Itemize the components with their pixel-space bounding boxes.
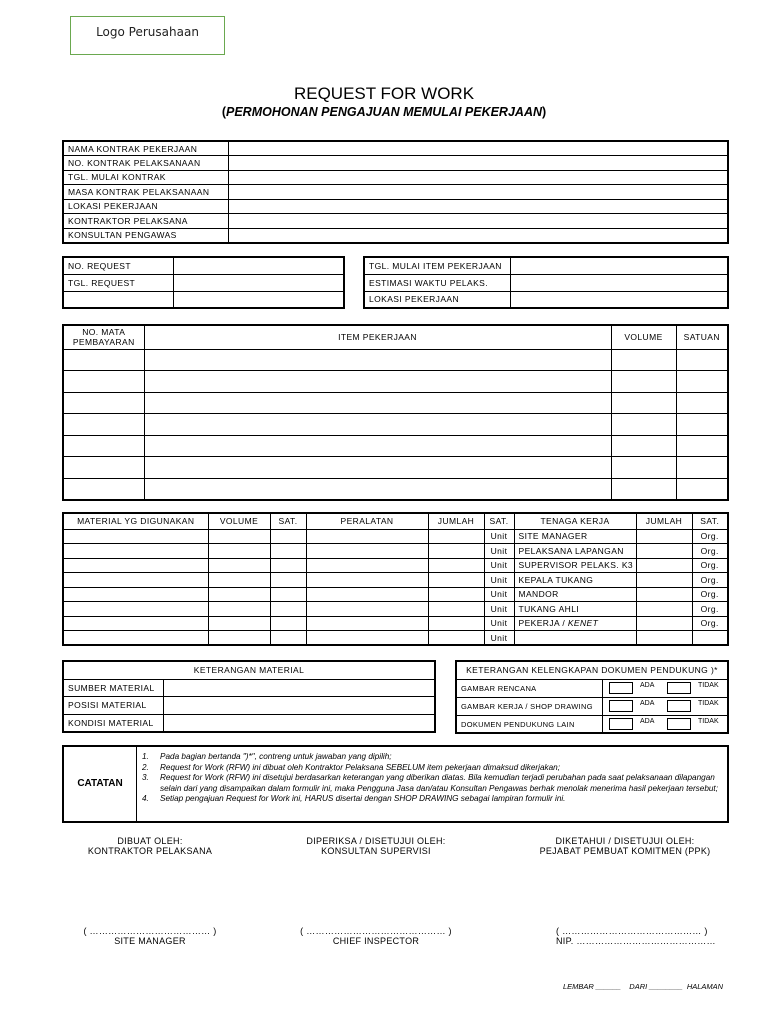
contract-field-value[interactable] [228, 156, 728, 171]
document-label: GAMBAR RENCANA [461, 684, 537, 693]
col-equipment: PERALATAN [306, 513, 428, 529]
table-row [63, 457, 728, 479]
col-unit: SAT. [692, 513, 728, 529]
contract-field-value[interactable] [228, 170, 728, 185]
table-row [63, 558, 728, 573]
worker-role: SUPERVISOR PELAKS. K3 [514, 558, 636, 573]
table-row [63, 631, 728, 646]
form-subtitle: (PERMOHONAN PENGAJUAN MEMULAI PEKERJAAN) [221, 105, 547, 119]
col-labor: TENAGA KERJA [514, 513, 636, 529]
material-note-value[interactable] [163, 697, 435, 715]
material-note-value[interactable] [163, 679, 435, 697]
col-quantity: JUMLAH [428, 513, 484, 529]
schedule-field-label: TGL. MULAI ITEM PEKERJAAN [364, 257, 510, 274]
table-row [63, 478, 728, 500]
material-notes-table [62, 660, 436, 733]
col-material: MATERIAL YG DIGUNAKAN [63, 513, 208, 529]
note-item: 1. Pada bagian bertanda ")*", contreng untuk jawaban yang dipilih; [142, 752, 392, 761]
document-row [457, 679, 727, 698]
supporting-documents-header: KETERANGAN KELENGKAPAN DOKUMEN PENDUKUNG )* [457, 662, 727, 680]
contract-field-label: TGL. MULAI KONTRAK [63, 170, 228, 185]
no-label: TIDAK [698, 682, 719, 689]
schedule-field-label: LOKASI PEKERJAAN [364, 291, 510, 308]
signature-supervisor: DIPERIKSA / DISETUJUI OLEH: KONSULTAN SUPERVISI [306, 836, 446, 856]
contract-field-label: KONSULTAN PENGAWAS [63, 228, 228, 243]
supporting-documents-box [455, 660, 729, 734]
table-row [63, 602, 728, 617]
worker-role: MANDOR [514, 587, 636, 602]
chief-inspector-label: CHIEF INSPECTOR [332, 936, 420, 946]
worker-role: TUKANG AHLI [514, 602, 636, 617]
yes-checkbox[interactable] [609, 700, 633, 712]
nip-label: NIP. ……………………………………… [556, 936, 716, 946]
note-item: 3. Request for Work (RFW) ini disetujui berdasarkan keterangan yang diberikan diatas. Bila kemudian terjadi perubahan pada saat pelaksanaan dilapangan selain dari yang disampaikan dalam formulir ini, maka Pengguna Jasa dan/atau Konsultan Pengawas berhak menolak menerima hasil pekerjaan tersebut; [142, 773, 718, 793]
contract-field-label: NO. KONTRAK PELAKSANAAN [63, 156, 228, 171]
org-label: Org. [692, 558, 728, 573]
note-item: 2. Request for Work (RFW) ini dibuat oleh Kontraktor Pelaksana SEBELUM item pekerjaan dimaksud dikerjakan; [142, 762, 560, 772]
org-label: Org. [692, 616, 728, 631]
material-note-label: POSISI MATERIAL [63, 697, 163, 715]
page-counter: LEMBAR ______ DARI ________ HALAMAN [563, 982, 724, 991]
schedule-field-label: ESTIMASI WAKTU PELAKS. [364, 274, 510, 291]
document-label: GAMBAR KERJA / SHOP DRAWING [461, 702, 593, 711]
contract-field-label: KONTRAKTOR PELAKSANA [63, 214, 228, 229]
signature-line-contractor[interactable]: ( ………………………………… ) SITE MANAGER [60, 926, 240, 946]
org-label: Org. [692, 573, 728, 588]
contract-field-value[interactable] [228, 141, 728, 156]
contract-field-label: MASA KONTRAK PELAKSANAAN [63, 185, 228, 200]
no-checkbox[interactable] [667, 718, 691, 730]
request-field-value[interactable] [173, 291, 344, 308]
no-checkbox[interactable] [667, 700, 691, 712]
notes-box [62, 745, 729, 823]
table-row [63, 529, 728, 544]
table-row [63, 414, 728, 436]
unit-label: Unit [484, 587, 514, 602]
signature-line-supervisor[interactable]: ( ……………………………………… ) CHIEF INSPECTOR [286, 926, 466, 946]
unit-label: Unit [484, 558, 514, 573]
unit-label: Unit [484, 602, 514, 617]
table-row [63, 544, 728, 559]
contract-field-label: LOKASI PEKERJAAN [63, 199, 228, 214]
schedule-field-value[interactable] [510, 257, 728, 274]
table-row [63, 616, 728, 631]
material-notes-header: KETERANGAN MATERIAL [63, 661, 435, 679]
table-row [63, 371, 728, 393]
material-note-value[interactable] [163, 714, 435, 732]
contract-info-table [62, 140, 729, 244]
org-label: Org. [692, 529, 728, 544]
schedule-field-value[interactable] [510, 274, 728, 291]
yes-checkbox[interactable] [609, 682, 633, 694]
site-manager-label: SITE MANAGER [114, 936, 186, 946]
worker-role: PELAKSANA LAPANGAN [514, 544, 636, 559]
no-label: TIDAK [698, 718, 719, 725]
material-note-label: SUMBER MATERIAL [63, 679, 163, 697]
document-row [457, 697, 727, 716]
subtitle-text: PERMOHONAN PENGAJUAN MEMULAI PEKERJAAN [226, 105, 542, 119]
company-logo-placeholder: Logo Perusahaan [70, 16, 225, 55]
signature-ppk: DIKETAHUI / DISETUJUI OLEH: PEJABAT PEMBUAT KOMITMEN (PPK) [539, 836, 711, 856]
contract-field-value[interactable] [228, 214, 728, 229]
col-quantity: JUMLAH [636, 513, 692, 529]
col-unit: SAT. [484, 513, 514, 529]
col-volume: VOLUME [208, 513, 270, 529]
yes-label: ADA [640, 682, 655, 689]
notes-label: CATATAN [64, 747, 137, 821]
org-label: Org. [692, 544, 728, 559]
request-field-label: TGL. REQUEST [63, 274, 173, 291]
contract-field-value[interactable] [228, 185, 728, 200]
worker-role: SITE MANAGER [514, 529, 636, 544]
col-work-item: ITEM PEKERJAAN [144, 325, 611, 349]
notes-list [142, 752, 722, 805]
request-field-label [63, 291, 173, 308]
work-schedule-table [363, 256, 729, 309]
contract-field-label: NAMA KONTRAK PEKERJAAN [63, 141, 228, 156]
col-payment-number: NO. MATA PEMBAYARAN [63, 325, 144, 349]
yes-label: ADA [640, 700, 655, 707]
schedule-field-value[interactable] [510, 291, 728, 308]
request-field-value[interactable] [173, 257, 344, 274]
table-row [63, 587, 728, 602]
work-items-table [62, 324, 729, 501]
unit-label: Unit [484, 631, 514, 646]
col-unit: SATUAN [676, 325, 728, 349]
unit-label: Unit [484, 544, 514, 559]
col-unit: SAT. [270, 513, 306, 529]
table-row [63, 392, 728, 414]
signature-contractor: DIBUAT OLEH: KONTRAKTOR PELAKSANA [87, 836, 213, 856]
worker-role: PEKERJA / KENET [514, 616, 636, 631]
table-row [63, 435, 728, 457]
yes-label: ADA [640, 718, 655, 725]
table-row [63, 349, 728, 371]
table-row [63, 573, 728, 588]
org-label: Org. [692, 602, 728, 617]
no-label: TIDAK [698, 700, 719, 707]
request-info-table [62, 256, 345, 309]
request-field-value[interactable] [173, 274, 344, 291]
signature-line-ppk[interactable]: ( ……………………………………… ) NIP. ……………………………………… [520, 926, 720, 946]
org-label: Org. [692, 587, 728, 602]
document-label: DOKUMEN PENDUKUNG LAIN [461, 720, 575, 729]
unit-label: Unit [484, 616, 514, 631]
worker-role: KEPALA TUKANG [514, 573, 636, 588]
form-title: REQUEST FOR WORK [293, 84, 475, 103]
request-field-label: NO. REQUEST [63, 257, 173, 274]
col-volume: VOLUME [611, 325, 676, 349]
document-row [457, 715, 727, 732]
note-item: 4. Setiap pengajuan Request for Work ini, HARUS disertai dengan SHOP DRAWING sebagai lampiran formulir ini. [142, 794, 566, 803]
yes-checkbox[interactable] [609, 718, 633, 730]
resources-table [62, 512, 729, 646]
unit-label: Unit [484, 573, 514, 588]
unit-label: Unit [484, 529, 514, 544]
material-note-label: KONDISI MATERIAL [63, 714, 163, 732]
contract-field-value[interactable] [228, 199, 728, 214]
contract-field-value[interactable] [228, 228, 728, 243]
no-checkbox[interactable] [667, 682, 691, 694]
